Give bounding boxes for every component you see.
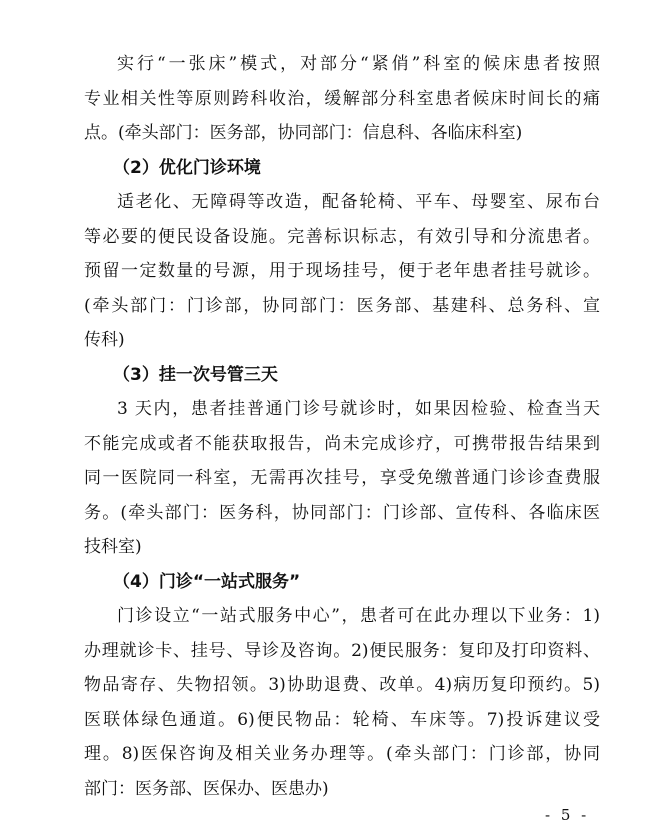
section-heading: （4）门诊“一站式服务” <box>113 571 301 592</box>
body-text-line: 理。8)医保咨询及相关业务办理等。(牵头部门：门诊部，协同 <box>84 744 600 764</box>
body-text-line: 实行“一张床”模式，对部分“紧俏”科室的候床患者按照 <box>117 54 600 74</box>
body-text-line: 等必要的便民设备设施。完善标识标志，有效引导和分流患者。 <box>84 226 600 247</box>
body-text-line: 适老化、无障碍等改造，配备轮椅、平车、母婴室、尿布台 <box>117 192 600 212</box>
body-text-line: 物品寄存、失物招领。3)协助退费、改单。4)病历复印预约。5) <box>84 675 600 695</box>
body-text-line: 门诊设立“一站式服务中心”，患者可在此办理以下业务：1) <box>117 606 600 626</box>
body-text-line: 部门：医务部、医保办、医患办) <box>84 778 329 799</box>
body-text-line: 医联体绿色通道。6)便民物品：轮椅、车床等。7)投诉建议受 <box>84 709 600 730</box>
body-text-line: 点。(牵头部门：医务部，协同部门：信息科、各临床科室) <box>84 123 523 143</box>
body-text-line: 专业相关性等原则跨科收治，缓解部分科室患者候床时间长的痛 <box>84 88 600 109</box>
body-text-line: 3 天内，患者挂普通门诊号就诊时，如果因检验、检查当天 <box>117 399 600 419</box>
body-text-line: 同一医院同一科室，无需再次挂号，享受免缴普通门诊诊查费服 <box>84 468 600 488</box>
body-text-line: 不能完成或者不能获取报告，尚未完成诊疗，可携带报告结果到 <box>84 433 600 454</box>
body-text-line: 技科室) <box>84 537 142 557</box>
body-text-line: (牵头部门：门诊部，协同部门：医务部、基建科、总务科、宣 <box>84 295 600 316</box>
section-heading: （2）优化门诊环境 <box>113 157 261 178</box>
section-heading: （3）挂一次号管三天 <box>113 364 278 385</box>
page-number: - 5 - <box>545 806 590 824</box>
body-text-line: 预留一定数量的号源，用于现场挂号，便于老年患者挂号就诊。 <box>84 261 600 281</box>
body-text-line: 传科) <box>84 330 125 350</box>
body-text-line: 办理就诊卡、挂号、导诊及咨询。2)便民服务：复印及打印资料、 <box>84 640 600 661</box>
body-text-line: 务。(牵头部门：医务科，协同部门：门诊部、宣传科、各临床医 <box>84 502 600 523</box>
